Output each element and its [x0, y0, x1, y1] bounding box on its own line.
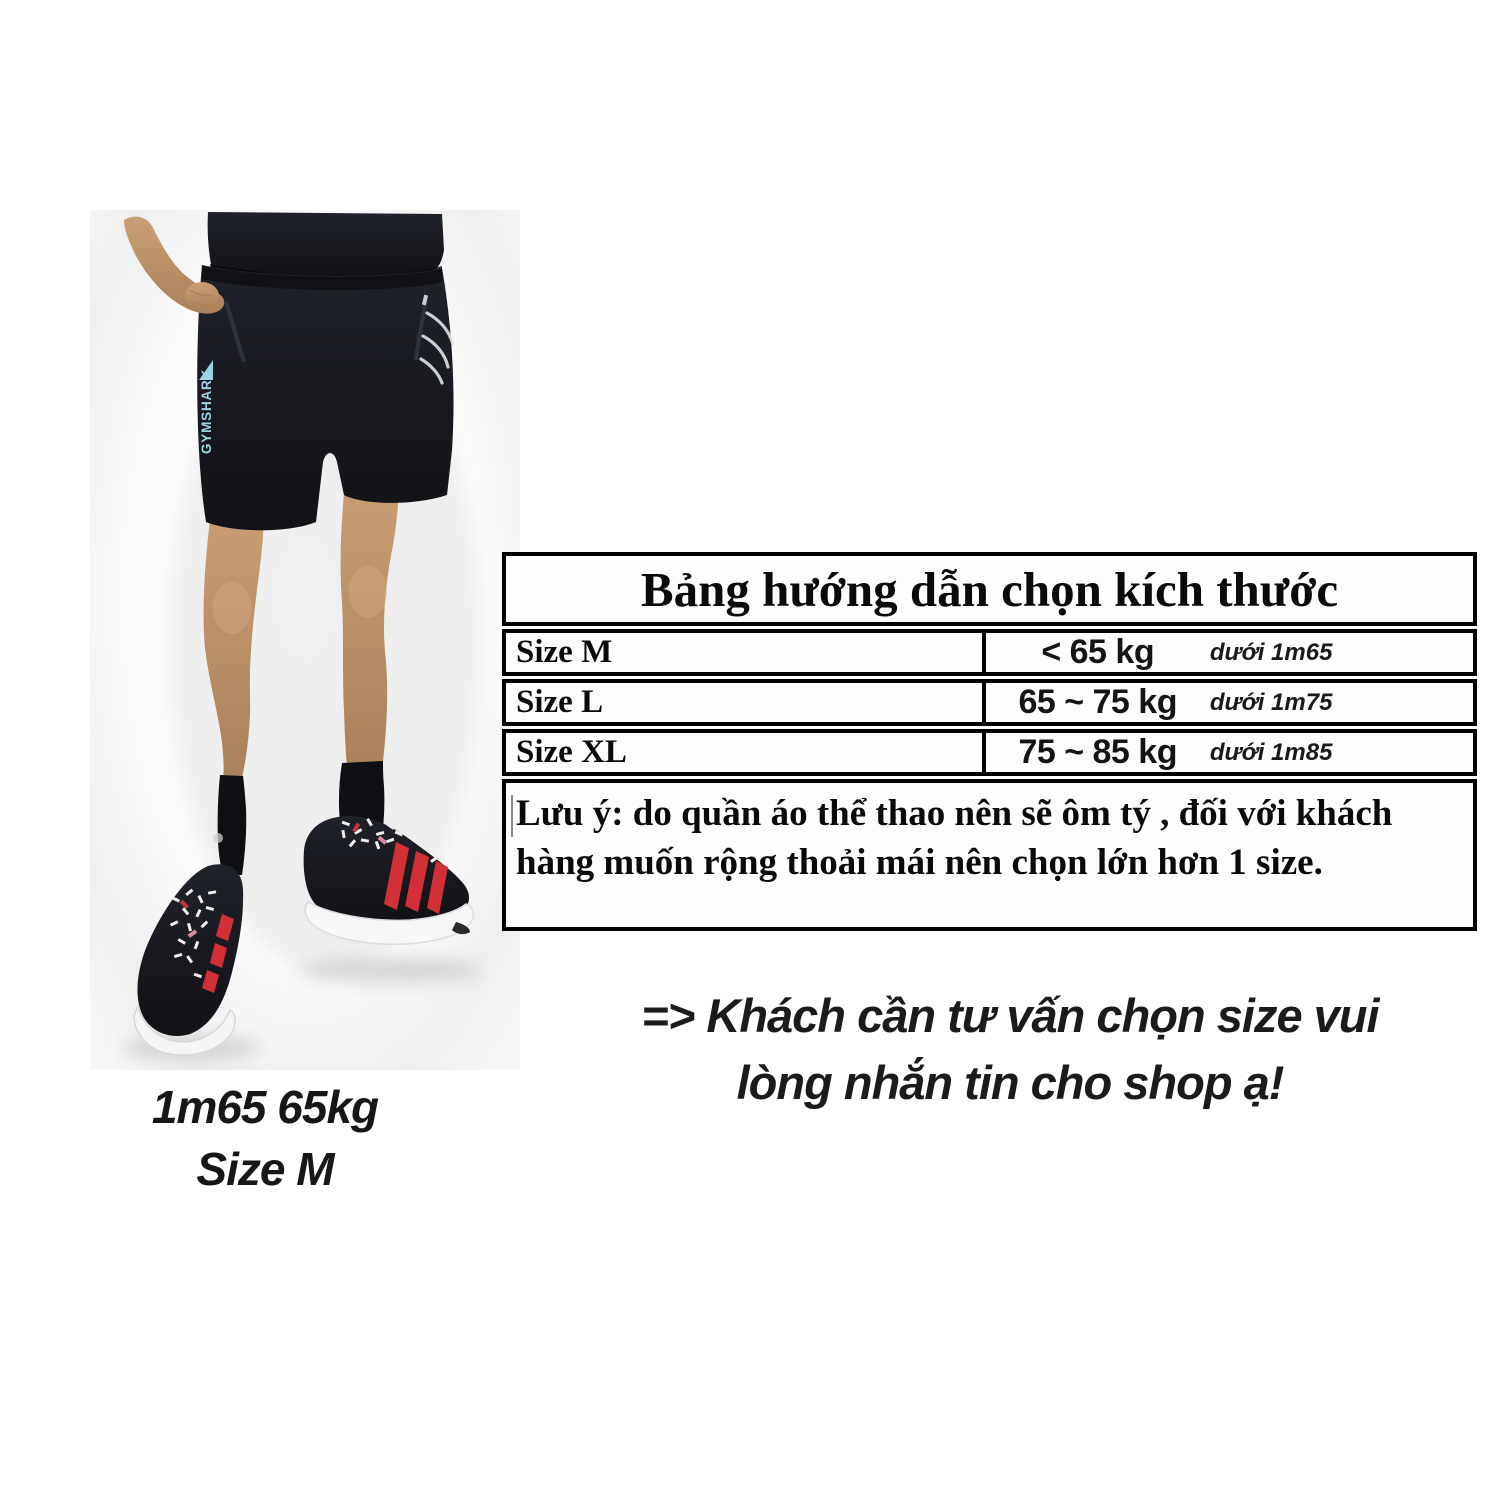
- height-note: dưới 1m75: [1209, 688, 1333, 716]
- height-note: dưới 1m65: [1209, 638, 1333, 666]
- text-cursor-artifact: [511, 795, 513, 837]
- caption-line-2: Size M: [196, 1143, 334, 1195]
- size-label: Size XL: [506, 733, 986, 772]
- sock-logo: [213, 833, 223, 843]
- weight-value: 65 ~ 75 kg: [1018, 683, 1177, 721]
- size-value-cell: [986, 733, 1473, 772]
- size-note-text: Lưu ý: do quần áo thể thao nên sẽ ôm tý , đối với khách hàng muốn rộng thoải mái nên chọn lớn hơn 1 size.: [516, 793, 1393, 883]
- size-value-cell: [986, 683, 1473, 722]
- size-label: Size L: [506, 683, 986, 722]
- table-title: Bảng hướng dẫn chọn kích thước: [502, 552, 1477, 626]
- model-figure-illustration: [90, 210, 520, 1070]
- photo-caption: [100, 1076, 430, 1200]
- size-row-l: [502, 679, 1477, 726]
- size-row-xl: [502, 729, 1477, 776]
- weight-value: < 65 kg: [1041, 633, 1155, 671]
- ground-shadow-right: [298, 957, 482, 983]
- size-value-cell: [986, 633, 1473, 672]
- advice-text: [520, 982, 1500, 1116]
- advice-line-2: lòng nhắn tin cho shop ạ!: [736, 1056, 1284, 1109]
- height-note: dưới 1m85: [1209, 738, 1333, 766]
- product-photo: [90, 210, 520, 1070]
- caption-line-1: 1m65 65kg: [151, 1081, 379, 1133]
- gymshark-logo-text: GYMSHARK: [199, 368, 214, 454]
- size-guide-table: [502, 552, 1477, 931]
- size-row-m: [502, 629, 1477, 676]
- advice-line-1: => Khách cần tư vấn chọn size vui: [641, 989, 1379, 1042]
- size-note: [502, 779, 1477, 931]
- weight-value: 75 ~ 85 kg: [1018, 733, 1177, 771]
- size-label: Size M: [506, 633, 986, 672]
